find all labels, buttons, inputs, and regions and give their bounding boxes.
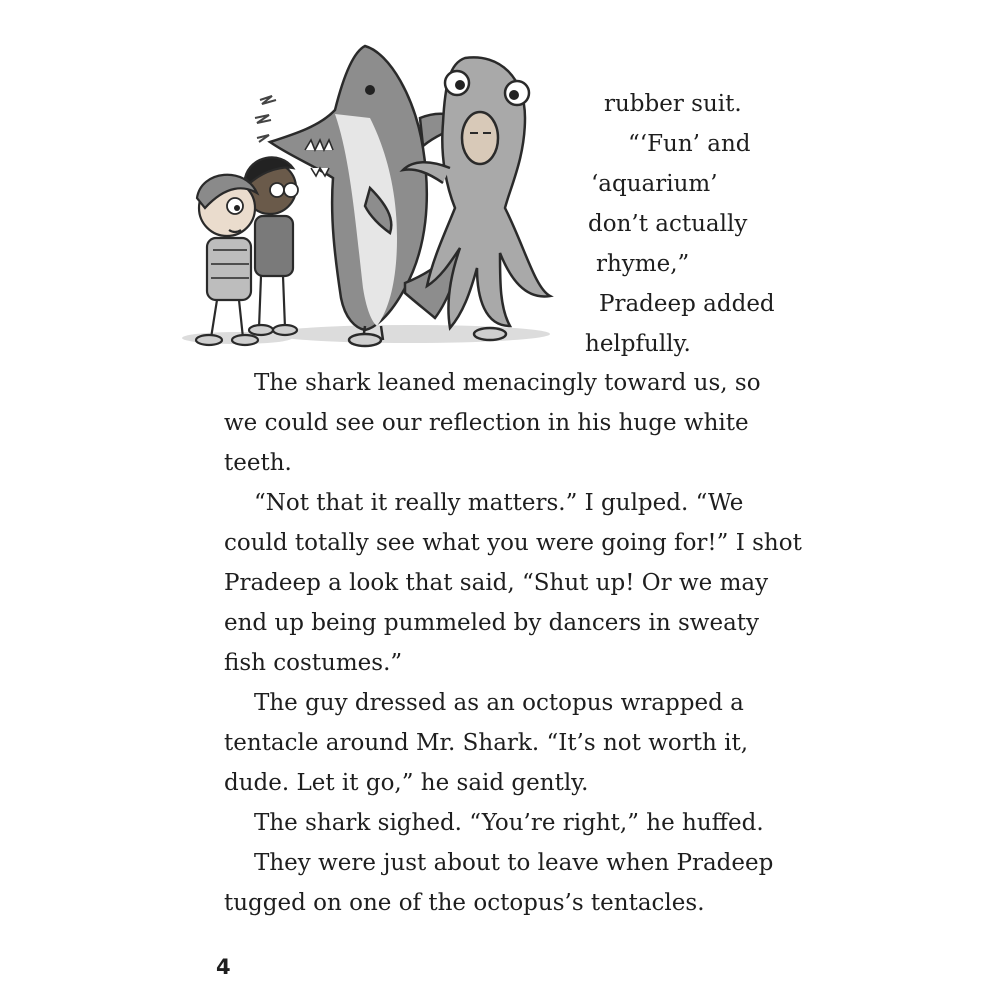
text-line: “Not that it really matters.” I gulped. “We xyxy=(254,490,744,516)
text-line: The shark leaned menacingly toward us, so xyxy=(254,370,761,396)
text-line: tugged on one of the octopus’s tentacles. xyxy=(224,890,705,916)
text-line: The shark sighed. “You’re right,” he huffed. xyxy=(254,810,764,836)
side-text-line-1: rubber suit. xyxy=(604,91,742,117)
text-line: teeth. xyxy=(224,450,292,476)
side-text-line-5: rhyme,” xyxy=(596,251,690,277)
side-text-line-3: ‘aquarium’ xyxy=(591,171,718,197)
text-line: tentacle around Mr. Shark. “It’s not worth it, xyxy=(224,730,749,756)
text-line: The guy dressed as an octopus wrapped a xyxy=(254,690,744,716)
shark-and-octopus-illustration xyxy=(165,38,585,348)
text-line: They were just about to leave when Pradeep xyxy=(254,850,774,876)
text-line: Pradeep a look that said, “Shut up! Or we may xyxy=(224,570,769,596)
text-line: fish costumes.” xyxy=(224,650,403,676)
body-text xyxy=(224,363,802,923)
side-text-line-4: don’t actually xyxy=(588,211,748,237)
ground-shadow xyxy=(270,325,550,343)
text-line: we could see our reflection in his huge white xyxy=(224,410,749,436)
page-number: 4 xyxy=(216,955,231,979)
side-text-line-2: “‘Fun’ and xyxy=(628,131,751,157)
kids-characters xyxy=(196,157,298,345)
text-line: dude. Let it go,” he said gently. xyxy=(224,770,589,796)
motion-lines-icon xyxy=(255,96,276,142)
side-text-line-6: Pradeep added xyxy=(599,291,775,317)
side-text-line-7: helpfully. xyxy=(585,331,691,357)
shark-costume xyxy=(270,46,465,346)
text-line: could totally see what you were going for!” I shot xyxy=(224,530,802,556)
text-line: end up being pummeled by dancers in sweaty xyxy=(224,610,760,636)
